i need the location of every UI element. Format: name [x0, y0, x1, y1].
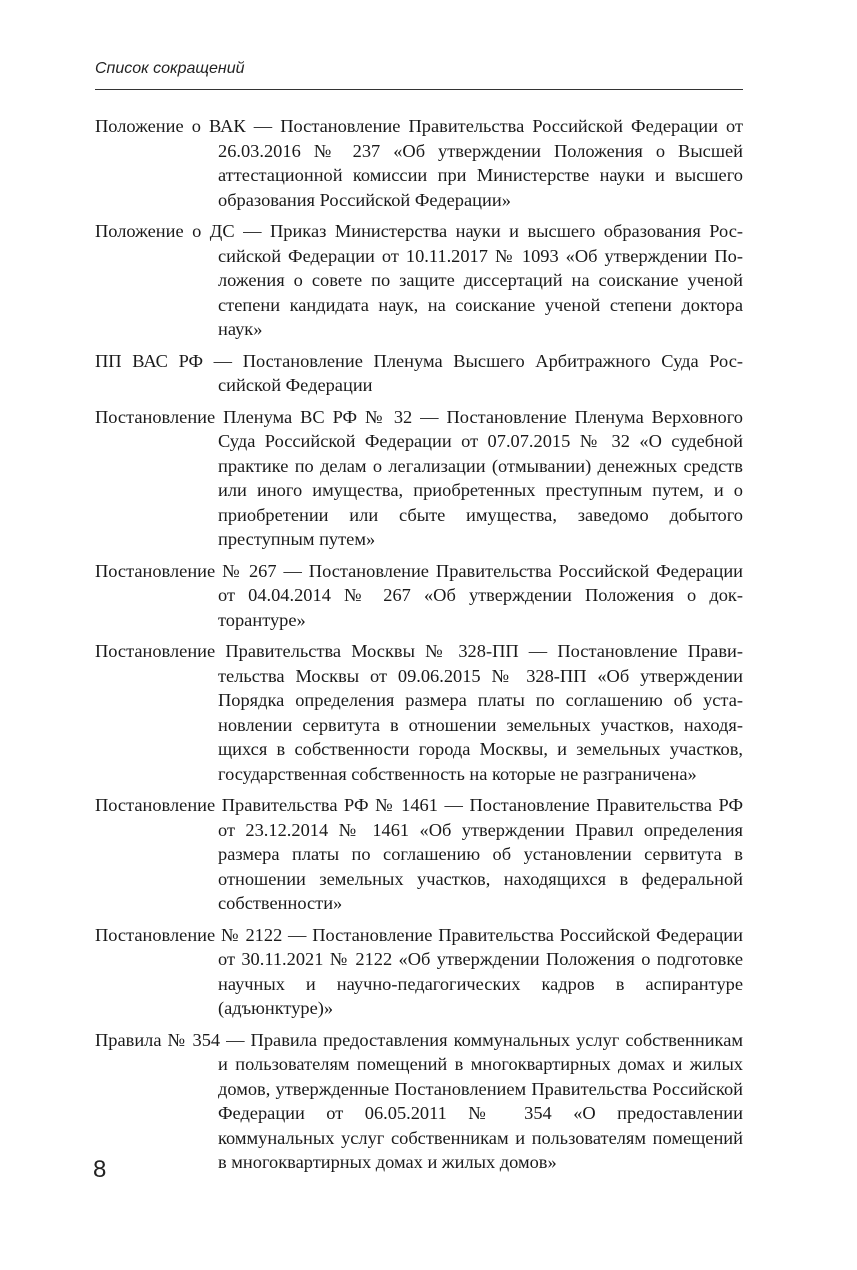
- abbreviation-entry-pp-vas: ПП ВАС РФ — Постановление Пленума Высшего Арбитражного Суда Российской Федерации: [95, 350, 743, 395]
- abbreviation-entry-vak: Положение о ВАК — Постановление Правительства Российской Федерации от 26.03.2016 № 237 «Об утверждении Положения о Высшей аттестационной комиссии при Министерстве науки и высшего образования Российской Федерации»: [95, 116, 743, 210]
- abbreviation-entry-267: Постановление № 267 — Постановление Правительства Российской Федерации от 04.04.2014 № 267 «Об утверждении Положения о докторантуре»: [95, 560, 743, 630]
- header-rule: [95, 89, 743, 90]
- abbreviation-entry-rules-354: Правила № 354 — Правила предоставления коммунальных услуг собственникам и пользователям помещений в многоквартирных домах и жилых домов, утвержденные Постановлением Правительства Российской Федерации от 06.05.2011 № 354 «О предоставлении коммунальных услуг собственникам и пользователям помещений в многоквартирных домах и жилых домов»: [95, 1029, 743, 1172]
- abbreviation-entry-2122: Постановление № 2122 — Постановление Правительства Российской Федерации от 30.11.2021 № 2122 «Об утверждении Положения о подготовке научных и научно-педагогических кадров в аспирантуре (адъюнктуре)»: [95, 924, 743, 1018]
- abbreviation-entry-rf-1461: Постановление Правительства РФ № 1461 — Постановление Правительства РФ от 23.12.2014 № 1461 «Об утверждении Правил определения размера платы по соглашению об установлении сервитута в отношении земельных участков, находящихся в федеральной собственности»: [95, 795, 743, 913]
- abbreviations-list: [95, 114, 743, 1182]
- abbreviation-entry-plenum-32: Постановление Пленума ВС РФ № 32 — Постановление Пленума Верховного Суда Российской Федерации от 07.07.2015 № 32 «О судебной практике по делам о легализации (отмывании) денежных средств или иного имущества, приобретенных преступным путем, и о приобретении или сбыте имущества, заведомо добытого преступным путем»: [95, 406, 743, 549]
- abbreviation-entry-ds: Положение о ДС — Приказ Министерства науки и высшего образования Российской Федерации от 10.11.2017 № 1093 «Об утверждении Положения о совете по защите диссертаций на соискание ученой степени кандидата наук, на соискание ученой степени доктора наук»: [95, 221, 743, 339]
- abbreviation-entry-moscow-328: Постановление Правительства Москвы № 328-ПП — Постановление Правительства Москвы от 09.06.2015 № 328-ПП «Об утверждении Порядка определения размера платы по соглашению об установлении сервитута в отношении земельных участков, находящихся в собственности города Москвы, и земельных участков, государственная собственность на которые не разграничена»: [95, 641, 743, 784]
- page-number: 8: [93, 1156, 107, 1183]
- running-head-title: Список сокращений: [95, 60, 245, 77]
